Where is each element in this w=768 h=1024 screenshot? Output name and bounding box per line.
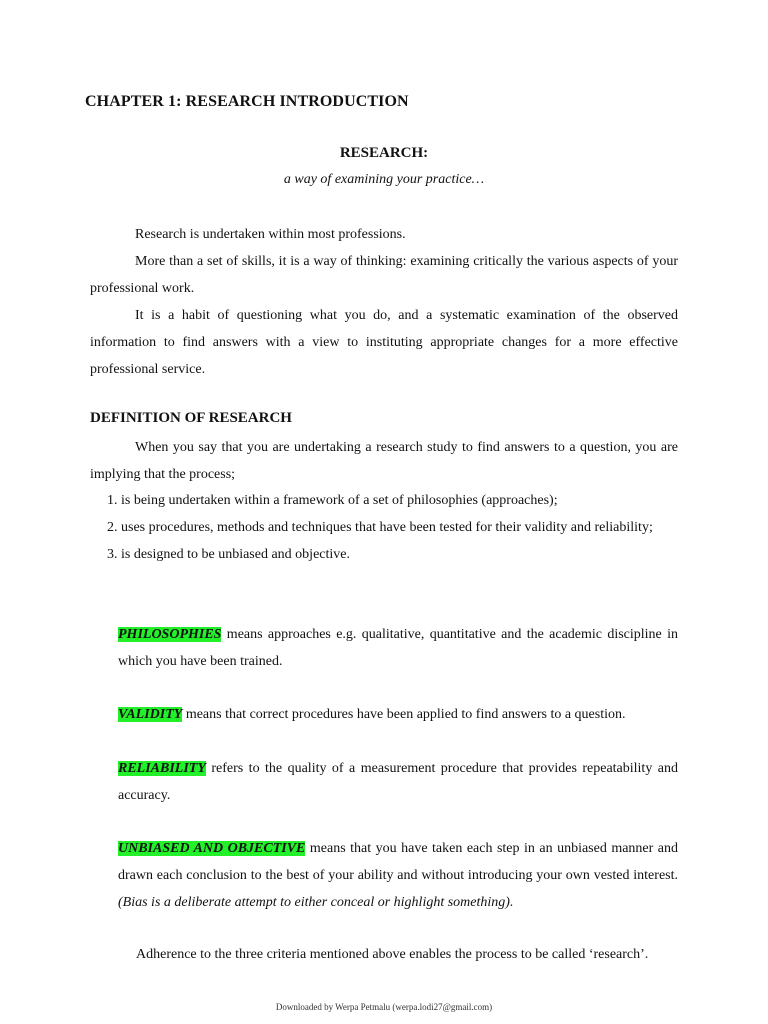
- term-definition: refers to the quality of a measurement procedure that provides repeatability and accuracy.: [118, 761, 678, 803]
- term-highlight: UNBIASED AND OBJECTIVE: [118, 841, 306, 856]
- criteria-item: 1. is being undertaken within a framework of a set of philosophies (approaches);: [107, 493, 558, 508]
- criteria-item: 2. uses procedures, methods and techniques that have been tested for their validity and reliability;: [107, 520, 653, 535]
- section-title: RESEARCH:: [339, 145, 429, 161]
- download-footer: Downloaded by Werpa Petmalu (werpa.lodi27@gmail.com): [275, 1002, 493, 1012]
- definition-heading: DEFINITION OF RESEARCH: [90, 410, 292, 426]
- term-validity: [118, 701, 678, 728]
- term-philosophies: [118, 621, 678, 675]
- term-highlight: RELIABILITY: [118, 761, 206, 776]
- term-definition: means approaches e.g. qualitative, quantitative and the academic discipline in which you have been trained.: [118, 627, 678, 669]
- criteria-item: 3. is designed to be unbiased and objective.: [107, 547, 350, 562]
- bias-note: (Bias is a deliberate attempt to either conceal or highlight something).: [118, 895, 514, 910]
- intro-paragraph: Research is undertaken within most professions.: [135, 227, 406, 242]
- term-definition: means that you have taken each step in an unbiased manner and drawn each conclusion to the best of your ability and without introducing your own vested interest.: [118, 841, 679, 883]
- chapter-title: CHAPTER 1: RESEARCH INTRODUCTION: [85, 93, 409, 110]
- definition-intro-block: [90, 434, 678, 488]
- closing-paragraph: Adherence to the three criteria mentioned above enables the process to be called ‘research’.: [136, 947, 649, 962]
- intro-paragraph: More than a set of skills, it is a way of thinking: examining critically the various aspects of your professional work.: [90, 254, 678, 296]
- term-reliability: [118, 755, 678, 809]
- term-highlight: VALIDITY: [118, 707, 183, 722]
- section-subtitle: a way of examining your practice…: [283, 172, 485, 187]
- criteria-list: [107, 487, 663, 568]
- definition-intro: When you say that you are undertaking a research study to find answers to a question, you are implying that the process;: [90, 440, 678, 482]
- term-unbiased-objective: [118, 835, 678, 916]
- term-definition: means that correct procedures have been applied to find answers to a question.: [182, 707, 626, 722]
- intro-paragraph: It is a habit of questioning what you do, and a systematic examination of the observed information to find answers with a view to instituting appropriate changes for a more effective professional service.: [90, 308, 678, 377]
- term-highlight: PHILOSOPHIES: [118, 627, 222, 642]
- intro-section: [90, 221, 678, 383]
